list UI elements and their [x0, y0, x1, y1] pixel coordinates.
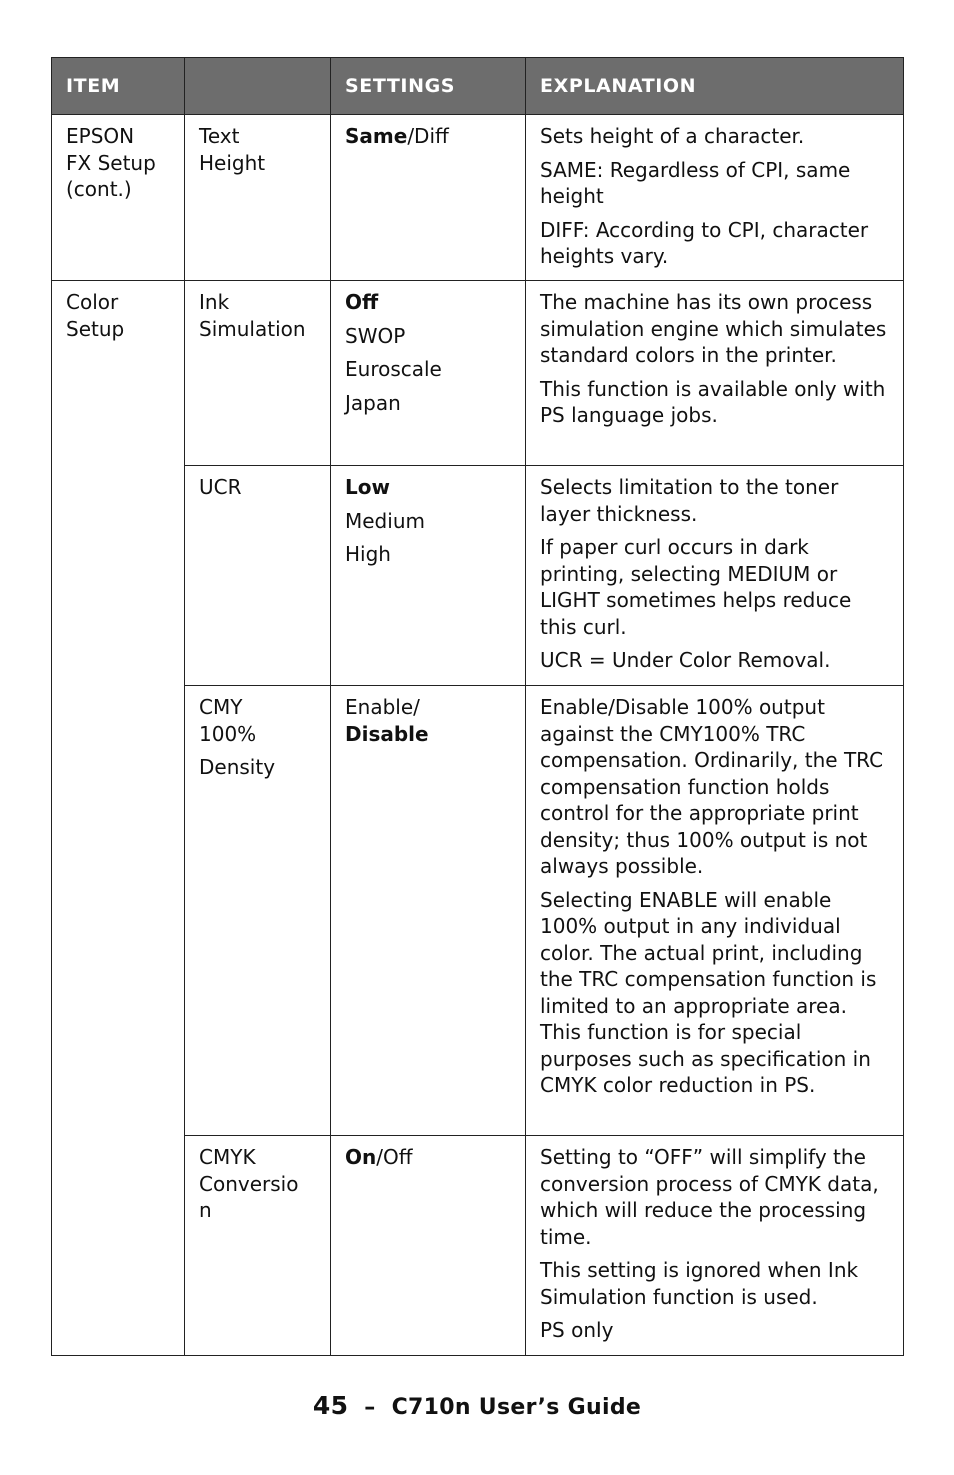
subitem-label-line: UCR: [199, 475, 242, 499]
guide-title: C710n User’s Guide: [391, 1395, 642, 1420]
explanation-paragraph: DIFF: According to CPI, character heights vary.: [540, 217, 869, 268]
explanation-paragraph: PS only: [540, 1318, 614, 1342]
explanation-cell: [526, 115, 904, 281]
settings-cell: [331, 281, 526, 466]
subitem-cell: [185, 115, 331, 281]
settings-table: [51, 57, 904, 1356]
subitem-label-line: CMYK: [199, 1145, 256, 1169]
explanation-paragraph: Selecting ENABLE will enable 100% output in any individual color. The actual print, including the TRC compensation function is limited to an appropriate area. This function is for special purposes such as specification in CMYK color reduction in PS.: [540, 887, 877, 1097]
page-number: 45: [312, 1391, 349, 1420]
setting-text: /Diff: [407, 124, 449, 148]
default-setting: Off: [345, 290, 379, 314]
subitem-cell: [185, 281, 331, 466]
default-setting: Disable: [345, 721, 429, 746]
explanation-paragraph: The machine has its own process simulation engine which simulates standard colors in the printer.: [540, 290, 887, 367]
settings-cell: [331, 115, 526, 281]
explanation-paragraph: SAME: Regardless of CPI, same height: [540, 157, 851, 208]
item-label-line: Color: [66, 290, 119, 314]
explanation-paragraph: This function is available only with PS language jobs.: [540, 376, 886, 427]
default-setting: Low: [345, 475, 390, 499]
setting-option: High: [345, 542, 391, 566]
item-label-line: EPSON: [66, 124, 135, 148]
subitem-cell: [185, 466, 331, 686]
item-label-line: (cont.): [66, 177, 132, 201]
item-label-line: Setup: [66, 316, 125, 341]
subitem-label-line: CMY: [199, 695, 243, 719]
footer-separator: –: [364, 1395, 376, 1420]
explanation-paragraph: This setting is ignored when Ink Simulation function is used.: [540, 1258, 859, 1309]
subitem-label-line: Conversio: [199, 1171, 299, 1196]
item-label-line: FX Setup: [66, 150, 156, 175]
explanation-cell: [526, 1136, 904, 1356]
explanation-paragraph: Selects limitation to the toner layer thickness.: [540, 475, 839, 526]
table-row: [52, 115, 904, 281]
item-cell: [52, 281, 185, 1356]
explanation-paragraph: Setting to “OFF” will simplify the conversion process of CMYK data, which will reduce the processing time.: [540, 1145, 879, 1249]
subitem-label-line: Height: [199, 150, 266, 175]
setting-option: [345, 123, 513, 150]
header-settings: SETTINGS: [331, 58, 526, 115]
explanation-cell: [526, 281, 904, 466]
subitem-cell: [185, 686, 331, 1136]
settings-cell: [331, 1136, 526, 1356]
settings-cell: [331, 466, 526, 686]
default-setting: Same: [345, 124, 408, 148]
subitem-label-line: 100%: [199, 721, 257, 746]
explanation-paragraph: Enable/Disable 100% output against the CMY100% TRC compensation. Ordinarily, the TRC compensation function holds control for the appropriate print density; thus 100% output is not always possible.: [540, 695, 884, 878]
setting-option: [345, 694, 513, 747]
explanation-cell: [526, 686, 904, 1136]
setting-option: Medium: [345, 508, 425, 533]
explanation-paragraph: UCR = Under Color Removal.: [540, 648, 831, 672]
subitem-label-line: n: [199, 1198, 212, 1222]
subitem-cell: [185, 1136, 331, 1356]
header-item: ITEM: [52, 58, 185, 115]
table-row: [52, 281, 904, 466]
subitem-label-line: Ink: [199, 290, 230, 314]
table-header-row: [52, 58, 904, 115]
subitem-label-line: Text: [199, 124, 240, 148]
settings-cell: [331, 686, 526, 1136]
header-subitem: [185, 58, 331, 115]
subitem-label-line: Density: [199, 755, 276, 779]
item-cell: [52, 115, 185, 281]
header-explanation: EXPLANATION: [526, 58, 904, 115]
setting-text: Enable/: [345, 695, 420, 719]
explanation-cell: [526, 466, 904, 686]
default-setting: On: [345, 1145, 377, 1169]
setting-option: Euroscale: [345, 357, 442, 381]
subitem-label-line: Simulation: [199, 316, 306, 341]
setting-option: SWOP: [345, 323, 406, 348]
setting-option: [345, 1144, 513, 1171]
setting-text: /Off: [376, 1145, 413, 1169]
explanation-paragraph: If paper curl occurs in dark printing, selecting MEDIUM or LIGHT sometimes helps reduce this curl.: [540, 535, 852, 639]
explanation-paragraph: Sets height of a character.: [540, 124, 805, 148]
page-footer: [0, 1391, 954, 1420]
setting-option: Japan: [345, 390, 401, 415]
